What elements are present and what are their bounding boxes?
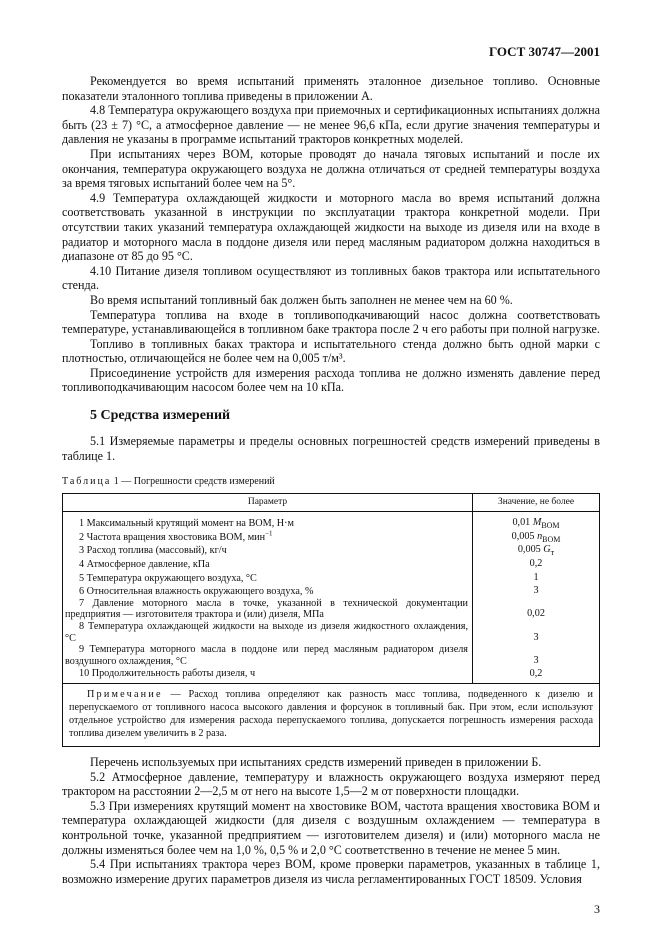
value-cell: 3 [473,621,600,644]
parameter-cell: 4 Атмосферное давление, кПа [63,557,473,571]
parameter-cell: 8 Температура охлаждающей жидкости на выходе из дизеля жидкостного охлаждения, °С [63,621,473,644]
column-header-parameter: Параметр [63,494,473,512]
column-header-value: Значение, не более [473,494,600,512]
page-number: 3 [594,902,600,917]
table-note: Примечание — Расход топлива определяют как разность масс топлива, подведенного к дизелю и перепускаемого от топливного насоса высокого давления и форсунок в топливный бак. При этом, если используют отдельное устройство для измерения расхода перепускаемого топлива, допускается погрешность измерения расхода топлива дизелем увеличить в 2 раза. [63,683,600,746]
text-block-1 [62,74,600,395]
table-row [63,571,600,585]
value-cell: 0,01 $M_{ВОМ}$ [473,512,600,530]
parameter-cell: 3 Расход топлива (массовый), кг/ч [63,543,473,557]
paragraph: Присоединение устройств для измерения расхода топлива не должно изменять давление перед топливоподкачивающим насосом более чем на 10 кПа. [62,365,600,395]
value-cell: 0,005 $G_т$ [473,543,600,557]
table-row [63,621,600,644]
paragraph: Топливо в топливных баках трактора и испытательного стенда должно быть одной марки с плотностью, отличающейся не более чем на 0,005 т/м³. [62,336,600,366]
parameter-cell: 7 Давление моторного масла в точке, указанной в технической документации предприятия — изготовителя трактора и (или) дизеля, МПа [63,598,473,621]
table-row [63,667,600,683]
value-cell: 0,2 [473,667,600,683]
parameter-cell: 6 Относительная влажность окружающего воздуха, % [63,584,473,598]
parameter-cell: 1 Максимальный крутящий момент на ВОМ, Н·м [63,512,473,530]
paragraph: Температура топлива на входе в топливоподкачивающий насос должна соответствовать температуре, устанавливающейся в топливном баке трактора после 2 ч его работы при полной нагрузке. [62,307,600,337]
table-caption: Таблица 1 — Погрешности средств измерений [62,476,275,488]
table-row [63,584,600,598]
paragraph: 5.3 При измерениях крутящий момент на хвостовике ВОМ, частота вращения хвостовика ВОМ и температура охлаждающей жидкости (для дизеля с воздушным охлаждением — температура в контрольной точке, указанной предприятием — изготовителем дизеля) и (или) моторного масла не должны изменяться более чем на 1,0 %, 0,5 % и 2,0 °С соответственно в течение не менее 5 мин. [62,798,600,857]
value-cell: 3 [473,584,600,598]
table-row [63,557,600,571]
table-row [63,530,600,544]
parameter-cell: 2 Частота вращения хвостовика ВОМ, мин$^{-1}$ [63,530,473,544]
paragraph: 5.4 При испытаниях трактора через ВОМ, кроме проверки параметров, указанных в таблице 1, возможно измерение других параметров дизеля из числа регламентированных ГОСТ 18509. Условия [62,857,600,886]
value-cell: 0,02 [473,598,600,621]
paragraph: При испытаниях через ВОМ, которые проводят до начала тяговых испытаний и после их окончания, температура окружающего воздуха не должна отличаться от средней температуры воздуха за время тяговых испытаний более чем на 5°. [62,146,600,191]
paragraph: 4.10 Питание дизеля топливом осуществляют из топливных баков трактора или испытательного стенда. [62,263,600,293]
paragraph: Перечень используемых при испытаниях средств измерений приведен в приложении Б. [90,754,542,769]
paragraph: 5.2 Атмосферное давление, температуру и влажность окружающего воздуха измеряют перед трактором на расстоянии 2—2,5 м от него на высоте 1,5—2 м от поверхности площадки. [62,769,600,799]
parameter-cell: 5 Температура окружающего воздуха, °С [63,571,473,585]
paragraph: Во время испытаний топливный бак должен быть заполнен не менее чем на 60 %. [90,292,513,307]
value-cell: 1 [473,571,600,585]
table-row [63,512,600,530]
table-row [63,598,600,621]
table-row [63,543,600,557]
table-1 [62,493,600,747]
paragraph: 4.9 Температура охлаждающей жидкости и моторного масла во время испытаний должна соответствовать указанной в инструкции по эксплуатации трактора конкретной модели. При отсутствии таких указаний температура охлаждающей жидкости на выходе из дизеля или на входе в радиатор и моторного масла в поддоне дизеля или перед масляным радиатором должна находиться в диапазоне от 85 до 95 °С. [62,190,600,264]
text-block-2 [62,755,600,886]
paragraph: 4.8 Температура окружающего воздуха при приемочных и сертификационных испытаниях должна быть (23 ± 7) °С, а атмосферное давление — не менее 96,6 кПа, если другие значения температуры и давления не указаны в программе испытаний тракторов конкретных моделей. [62,103,600,147]
parameter-cell: 9 Температура моторного масла в поддоне или перед масляным радиатором дизеля воздушного охлаждения, °С [63,644,473,667]
paragraph: Рекомендуется во время испытаний применять эталонное дизельное топливо. Основные показатели эталонного топлива приведены в приложении А. [62,74,600,103]
parameter-cell: 10 Продолжительность работы дизеля, ч [63,667,473,683]
paragraph: 5.1 Измеряемые параметры и пределы основных погрешностей средств измерений приведены в таблице 1. [62,434,600,463]
table-row [63,644,600,667]
value-cell: 0,2 [473,557,600,571]
section-heading: 5 Средства измерений [90,408,231,424]
value-cell: 0,005 $n_{ВОМ}$ [473,530,600,544]
value-cell: 3 [473,644,600,667]
document-header: ГОСТ 30747—2001 [488,44,600,59]
